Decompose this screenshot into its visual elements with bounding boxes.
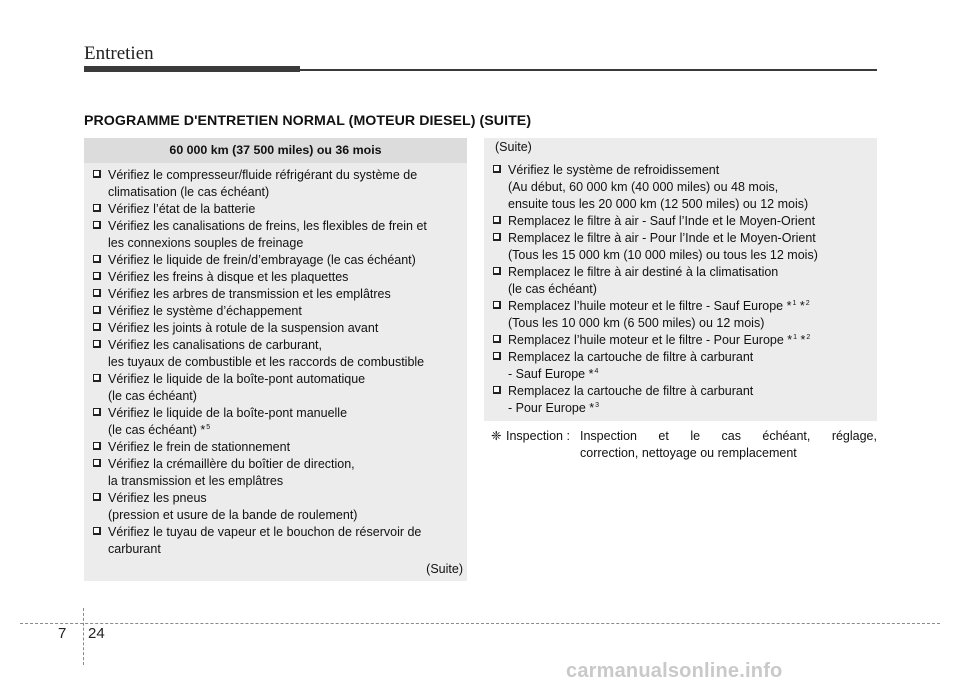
header-rule-thick [84, 66, 300, 72]
checkbox-icon [93, 527, 101, 535]
checklist-item-text: Remplacez le filtre à air - Pour l’Inde et le Moyen-Orient [508, 231, 816, 245]
section-title: PROGRAMME D'ENTRETIEN NORMAL (MOTEUR DIESEL) (SUITE) [84, 113, 532, 129]
header-title: Entretien [84, 43, 154, 64]
checkbox-icon [93, 442, 101, 450]
checklist-item-text: les tuyaux de combustible et les raccords de combustible [108, 355, 425, 369]
checklist-item-text: Vérifiez le tuyau de vapeur et le bouchon de réservoir de [108, 525, 422, 539]
checklist-item-text: (Au début, 60 000 km (40 000 miles) ou 48 mois, [508, 180, 779, 194]
checklist-item-text: (pression et usure de la bande de roulement) [108, 508, 358, 522]
checklist-item [490, 383, 873, 417]
watermark: carmanualsonline.info [566, 660, 783, 682]
checklist-item-text: Vérifiez les pneus [108, 491, 207, 505]
checklist-item [490, 230, 873, 264]
checklist-item [490, 213, 873, 230]
checkbox-icon [493, 233, 501, 241]
checklist-item [490, 332, 873, 349]
checklist-item-text: les connexions souples de freinage [108, 236, 304, 250]
checkbox-icon [93, 204, 101, 212]
checklist-item-text: Remplacez le filtre à air destiné à la climatisation [508, 265, 779, 279]
checklist-item-text: Remplacez la cartouche de filtre à carburant [508, 384, 754, 398]
maintenance-panel-60000km [84, 138, 467, 581]
checklist-item-text: Vérifiez le frein de stationnement [108, 440, 291, 454]
checklist-item-text: Vérifiez les canalisations de freins, les flexibles de frein et [108, 219, 427, 233]
checklist-item [90, 252, 463, 269]
footnote-marker: 2 [805, 299, 810, 307]
checklist-item [90, 524, 463, 558]
checklist-item-text: carburant [108, 542, 161, 556]
footnote-marker: 2 [806, 333, 811, 341]
checklist-item-text: Vérifiez les freins à disque et les plaquettes [108, 270, 349, 284]
checklist-item-text: Remplacez l’huile moteur et le filtre - Sauf Europe *$^1$ *$^2$ [508, 299, 810, 313]
maintenance-panel-continued [484, 138, 877, 421]
footer-dashed-rule [20, 623, 940, 624]
checklist-item-text: (le cas échéant) [508, 282, 597, 296]
checklist-item [90, 439, 463, 456]
checklist-item [90, 371, 463, 405]
checklist-item [90, 405, 463, 439]
checkbox-icon [493, 335, 501, 343]
checklist-item [90, 286, 463, 303]
footnote-marker: 5 [206, 423, 211, 431]
footnote-marker: 1 [793, 333, 798, 341]
footer-dashed-divider [83, 608, 84, 665]
checklist-item [90, 337, 463, 371]
checklist-item-text: - Sauf Europe *$^4$ [508, 367, 599, 381]
checklist-item-text: Remplacez l’huile moteur et le filtre - Pour Europe *$^1$ *$^2$ [508, 333, 811, 347]
checkbox-icon [93, 459, 101, 467]
header-rule-thin [300, 69, 877, 71]
checkbox-icon [493, 386, 501, 394]
panel-heading: 60 000 km (37 500 miles) ou 36 mois [84, 138, 467, 163]
checklist-item-text: Vérifiez l’état de la batterie [108, 202, 256, 216]
checklist-item [90, 303, 463, 320]
checklist-item-text: Vérifiez le système de refroidissement [508, 163, 720, 177]
checklist-item [90, 320, 463, 337]
checkbox-icon [93, 340, 101, 348]
checkbox-icon [493, 165, 501, 173]
checklist-item [90, 201, 463, 218]
checklist-item-text: (Tous les 10 000 km (6 500 miles) ou 12 mois) [508, 316, 765, 330]
checkbox-icon [93, 374, 101, 382]
checklist-item-text: Vérifiez les joints à rotule de la suspension avant [108, 321, 379, 335]
checklist-item [490, 298, 873, 332]
right-checklist [490, 162, 873, 417]
checklist-item-text: (le cas échéant) *$^5$ [108, 423, 211, 437]
checkbox-icon [493, 301, 501, 309]
checklist-item-text: la transmission et les emplâtres [108, 474, 284, 488]
checklist-item-text: Remplacez le filtre à air - Sauf l’Inde et le Moyen-Orient [508, 214, 816, 228]
checkbox-icon [493, 216, 501, 224]
note-line-2: correction, nettoyage ou remplacement [580, 446, 797, 460]
checklist-item-text: Vérifiez le liquide de frein/d’embrayage (le cas échéant) [108, 253, 416, 267]
suite-label-right: (Suite) [495, 140, 532, 154]
chapter-number: 7 [58, 625, 67, 642]
checklist-item-text: ensuite tous les 20 000 km (12 500 miles) ou 12 mois) [508, 197, 809, 211]
checkbox-icon [93, 408, 101, 416]
note-line-1: Inspection et le cas échéant, réglage, [580, 429, 877, 443]
checklist-item-text: Vérifiez le liquide de la boîte-pont automatique [108, 372, 366, 386]
page-number: 24 [88, 625, 105, 642]
checklist-item [490, 162, 873, 213]
left-checklist [90, 167, 463, 558]
footnote-marker: 3 [595, 401, 600, 409]
checklist-item-text: (le cas échéant) [108, 389, 197, 403]
checkbox-icon [93, 306, 101, 314]
checklist-item-text: Vérifiez les arbres de transmission et les emplâtres [108, 287, 391, 301]
checklist-item-text: Vérifiez le liquide de la boîte-pont manuelle [108, 406, 348, 420]
checklist-item-text: Vérifiez les canalisations de carburant, [108, 338, 323, 352]
note-label: Inspection : [506, 429, 570, 443]
checklist-item-text: (Tous les 15 000 km (10 000 miles) ou tous les 12 mois) [508, 248, 818, 262]
checkbox-icon [493, 267, 501, 275]
checkbox-icon [93, 289, 101, 297]
checkbox-icon [93, 323, 101, 331]
footnote-marker: 1 [792, 299, 797, 307]
checklist-item [90, 456, 463, 490]
checklist-item [490, 264, 873, 298]
checkbox-icon [93, 493, 101, 501]
note-symbol-icon: ❈ [491, 429, 502, 443]
checklist-item [90, 490, 463, 524]
checklist-item-text: Vérifiez le système d’échappement [108, 304, 302, 318]
checkbox-icon [93, 221, 101, 229]
footnote-marker: 4 [594, 367, 599, 375]
checklist-item-text: climatisation (le cas échéant) [108, 185, 270, 199]
checkbox-icon [93, 170, 101, 178]
checkbox-icon [93, 272, 101, 280]
checklist-item [90, 218, 463, 252]
suite-label-left: (Suite) [426, 562, 463, 576]
checklist-item [90, 167, 463, 201]
checklist-item-text: Vérifiez la crémaillère du boîtier de direction, [108, 457, 355, 471]
checkbox-icon [493, 352, 501, 360]
checklist-item [490, 349, 873, 383]
checklist-item-text: Remplacez la cartouche de filtre à carburant [508, 350, 754, 364]
checklist-item [90, 269, 463, 286]
checkbox-icon [93, 255, 101, 263]
checklist-item-text: Vérifiez le compresseur/fluide réfrigérant du système de [108, 168, 418, 182]
checklist-item-text: - Pour Europe *$^3$ [508, 401, 600, 415]
